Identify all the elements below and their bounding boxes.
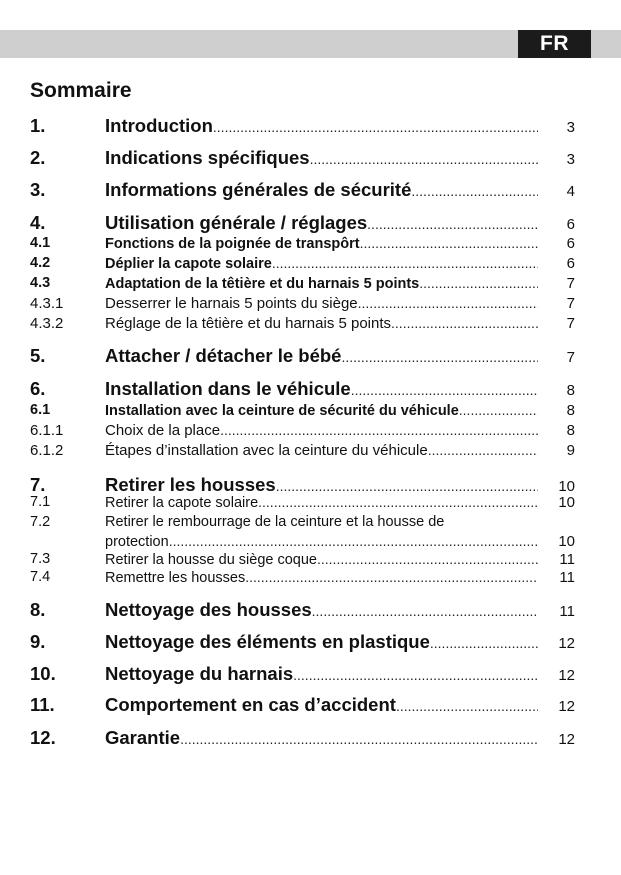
dot-leader xyxy=(220,422,538,438)
dot-leader xyxy=(293,667,538,683)
toc-number: 4.3 xyxy=(30,275,51,291)
toc-page-number: 8 xyxy=(566,382,575,399)
toc-number: 6. xyxy=(30,378,46,399)
dot-leader xyxy=(258,494,538,510)
toc-title: Garantie xyxy=(105,727,181,748)
toc-title: Déplier la capote solaire xyxy=(105,256,272,272)
dot-leader xyxy=(391,315,538,331)
toc-title: Introduction xyxy=(105,115,213,136)
toc-title: Adaptation de la têtière et du harnais 5 points xyxy=(105,276,420,292)
toc-number: 4.1 xyxy=(30,235,51,251)
toc-page-number: 7 xyxy=(566,315,575,332)
toc-title: Comportement en cas d’accident xyxy=(105,694,396,715)
dot-leader xyxy=(360,235,538,251)
toc-number: 9. xyxy=(30,631,46,652)
dot-leader xyxy=(367,216,538,232)
toc-page-number: 11 xyxy=(559,551,575,568)
dot-leader xyxy=(419,275,538,291)
toc-page-number: 3 xyxy=(566,151,575,168)
toc-title: Nettoyage des housses xyxy=(105,599,312,620)
toc-page-number: 4 xyxy=(566,183,575,200)
toc-title: Remettre les housses xyxy=(105,570,246,586)
toc-title: Indications spécifiques xyxy=(105,147,310,168)
language-badge: FR xyxy=(518,30,591,58)
toc-title: Réglage de la têtière et du harnais 5 points xyxy=(105,315,392,332)
toc-page-number: 12 xyxy=(558,635,575,652)
toc-number: 4.2 xyxy=(30,255,51,271)
toc-number: 12. xyxy=(30,727,56,748)
toc-number: 1. xyxy=(30,115,46,136)
toc-title: protection xyxy=(105,534,169,550)
toc-number: 4.3.2 xyxy=(30,315,64,332)
dot-leader xyxy=(272,255,538,271)
toc-title: Choix de la place xyxy=(105,422,221,439)
page-title: Sommaire xyxy=(30,79,132,102)
dot-leader xyxy=(341,349,538,365)
dot-leader xyxy=(358,295,538,311)
toc-title: Desserrer le harnais 5 points du siège xyxy=(105,295,358,312)
toc-page-number: 7 xyxy=(566,349,575,366)
toc-title: Utilisation générale / réglages xyxy=(105,212,368,233)
toc-title: Étapes d’installation avec la ceinture du véhicule xyxy=(105,442,428,459)
dot-leader xyxy=(213,119,538,135)
toc-number: 7. xyxy=(30,474,46,495)
dot-leader xyxy=(396,698,538,714)
toc-title: Informations générales de sécurité xyxy=(105,179,412,200)
dot-leader xyxy=(312,603,538,619)
dot-leader xyxy=(310,151,538,167)
toc-number: 5. xyxy=(30,345,46,366)
toc-page-number: 12 xyxy=(558,698,575,715)
toc-title: Retirer le rembourrage de la ceinture et la housse de xyxy=(105,514,445,530)
toc-page-number: 7 xyxy=(566,275,575,292)
toc-title: Installation dans le véhicule xyxy=(105,378,351,399)
toc-number: 4. xyxy=(30,212,46,233)
toc-page-number: 11 xyxy=(559,569,575,586)
toc-number: 11. xyxy=(30,694,55,715)
toc-title: Nettoyage du harnais xyxy=(105,663,294,684)
toc-page-number: 9 xyxy=(566,442,575,459)
toc-number: 3. xyxy=(30,179,46,200)
dot-leader xyxy=(276,478,538,494)
toc-number: 7.4 xyxy=(30,569,51,585)
toc-page-number: 7 xyxy=(566,295,575,312)
toc-page-number: 3 xyxy=(566,119,575,136)
toc-number: 10. xyxy=(30,663,56,684)
toc-number: 6.1.2 xyxy=(30,442,64,459)
toc-page-number: 6 xyxy=(566,216,575,233)
toc-page-number: 8 xyxy=(566,422,575,439)
toc-title: Installation avec la ceinture de sécurité du véhicule xyxy=(105,403,459,419)
toc-number: 7.3 xyxy=(30,551,51,567)
toc-page-number: 11 xyxy=(559,603,575,620)
toc-title: Attacher / détacher le bébé xyxy=(105,345,342,366)
toc-page-number: 10 xyxy=(558,533,575,550)
toc-title: Retirer la housse du siège coque xyxy=(105,552,317,568)
toc-number: 2. xyxy=(30,147,46,168)
toc-title: Retirer les housses xyxy=(105,474,276,495)
dot-leader xyxy=(428,442,538,458)
toc-number: 7.2 xyxy=(30,514,51,530)
toc-number: 6.1.1 xyxy=(30,422,64,439)
dot-leader xyxy=(245,569,538,585)
toc-title: Fonctions de la poignée de transpôrt xyxy=(105,236,360,252)
dot-leader xyxy=(411,183,538,199)
toc-page-number: 10 xyxy=(558,494,575,511)
toc-title: Retirer la capote solaire xyxy=(105,495,259,511)
toc-page-number: 12 xyxy=(558,731,575,748)
toc-number: 8. xyxy=(30,599,46,620)
dot-leader xyxy=(180,731,538,747)
dot-leader xyxy=(351,382,538,398)
toc-page-number: 8 xyxy=(566,402,575,419)
dot-leader xyxy=(169,533,538,549)
toc-page-number: 6 xyxy=(566,235,575,252)
dot-leader xyxy=(430,635,538,651)
toc-number: 6.1 xyxy=(30,402,51,418)
toc-number: 4.3.1 xyxy=(30,295,64,312)
toc-title: Nettoyage des éléments en plastique xyxy=(105,631,430,652)
dot-leader xyxy=(317,551,538,567)
dot-leader xyxy=(459,402,538,418)
toc-number: 7.1 xyxy=(30,494,51,510)
toc-page-number: 6 xyxy=(566,255,575,272)
toc-page-number: 12 xyxy=(558,667,575,684)
toc-page-number: 10 xyxy=(558,478,575,495)
